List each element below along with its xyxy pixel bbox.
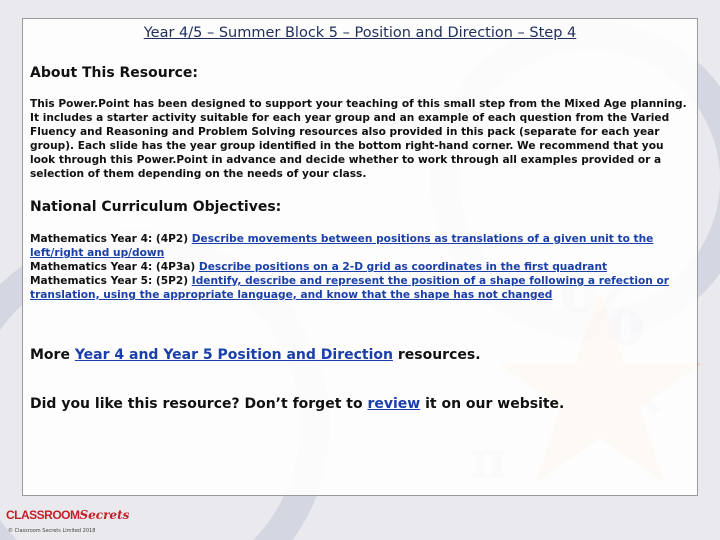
review-suffix: it on our website. — [420, 396, 565, 412]
objective-link[interactable]: Identify, describe and represent the position of a shape following a refection or translation, using the appropriate language, and know that the shape has not changed — [30, 275, 669, 301]
about-heading: About This Resource: — [30, 65, 199, 81]
classroom-secrets-logo — [6, 508, 130, 528]
objectives-list — [30, 232, 692, 302]
objective-item — [30, 274, 692, 302]
logo-part2: Secrets — [79, 508, 130, 522]
more-resources — [30, 347, 481, 363]
objective-prefix: Mathematics Year 5: (5P2) — [30, 275, 192, 287]
objective-prefix: Mathematics Year 4: (4P3a) — [30, 261, 199, 273]
review-link[interactable]: review — [367, 396, 421, 412]
content-panel — [22, 18, 698, 496]
objective-link[interactable]: Describe movements between positions as translations of a given unit to the left/right and up/down — [30, 233, 654, 259]
more-prefix: More — [30, 347, 75, 363]
more-suffix: resources. — [392, 347, 481, 363]
objective-item — [30, 260, 692, 274]
logo-part1: CLASSROOM — [6, 508, 80, 522]
review-prompt — [30, 396, 564, 412]
objective-link[interactable]: Describe positions on a 2-D grid as coordinates in the first quadrant — [198, 261, 608, 273]
copyright-text: © Classroom Secrets Limited 2018 — [8, 528, 96, 534]
more-resources-link[interactable]: Year 4 and Year 5 Position and Direction — [74, 347, 393, 363]
objectives-heading: National Curriculum Objectives: — [30, 199, 282, 215]
page-title[interactable]: Year 4/5 – Summer Block 5 – Position and Direction – Step 4 — [143, 25, 577, 41]
about-text: This Power.Point has been designed to support your teaching of this small step from the Mixed Age planning. It includes a starter activity suitable for each year group and an example of each question from the Varied Fluency and Reasoning and Problem Solving resources also provided in this pack (separate for each year group). Each slide has the year group identified in the bottom right-hand corner. We recommend that you look through this Power.Point in advance and decide whether to work through all examples provided or a selection of them depending on the needs of your class. — [30, 98, 687, 180]
review-prefix: Did you like this resource? Don’t forget to — [30, 396, 368, 412]
objective-prefix: Mathematics Year 4: (4P2) — [30, 233, 192, 245]
objective-item — [30, 232, 692, 260]
